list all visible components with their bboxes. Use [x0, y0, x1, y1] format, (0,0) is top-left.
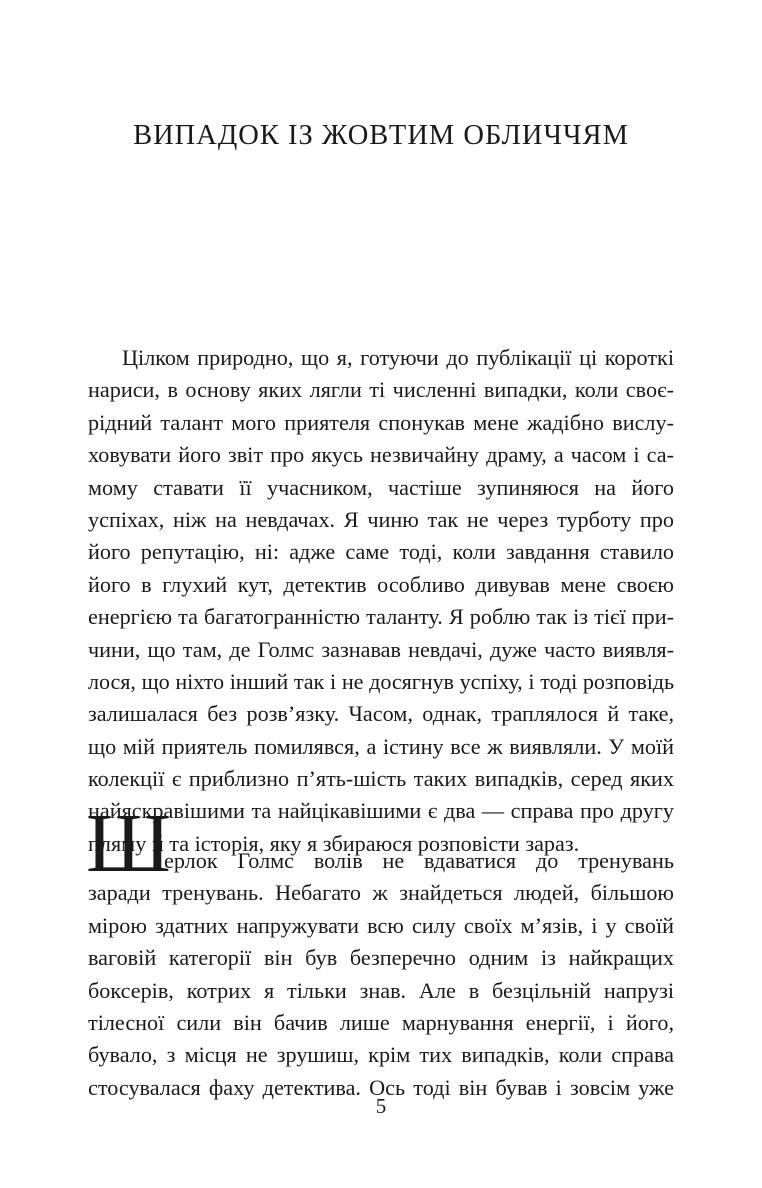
text-line: успіхах, ніж на невдачах. Я чиню так не через турботу про — [88, 506, 674, 532]
text-line: тілесної сили він бачив лише марнування енергії, і його, — [88, 1009, 674, 1035]
text-line: мірою здатних напружувати всю силу своїх м’язів, і у своїй — [88, 912, 674, 938]
text-line: пляму й та історія, яку я збираюся розповісти зараз. — [88, 830, 580, 856]
text-line: рідний талант мого приятеля спонукав мене жадібно вислу- — [88, 409, 674, 435]
text-line: ваговій категорії він був безперечно одним із найкращих — [88, 945, 674, 971]
drop-cap: Ш — [86, 797, 171, 890]
text-line: його репутацію, ні: адже саме тоді, коли завдання ставило — [88, 539, 674, 565]
text-line: бувало, з місця не зрушиш, крім тих випадків, коли справа — [88, 1042, 674, 1068]
paragraph-holmes — [88, 845, 674, 1104]
text-line: лося, що ніхто інший так і не досягнув успіху, і тоді розповідь — [88, 668, 674, 694]
text-line: його в глухий кут, детектив особливо дивував мене своєю — [88, 571, 674, 597]
text-line: мому ставати її учасником, частіше зупиняюся на його — [88, 474, 674, 500]
page-number: 5 — [375, 1094, 387, 1118]
text-line: найяскравішими та найцікавішими є два — справа про другу — [88, 798, 674, 824]
text-line: ерлок Голмс волів не вдаватися до тренувань — [164, 848, 674, 873]
text-line: заради тренувань. Небагато ж знайдеться людей, більшою — [88, 880, 674, 906]
text-line: нариси, в основу яких лягли ті численні випадки, коли своє- — [88, 377, 674, 403]
text-line: стосувалася фаху детектива. Ось тоді він бував і зовсім уже — [88, 1074, 674, 1100]
text-line: залишалася без розв’язку. Часом, однак, траплялося й таке, — [88, 701, 674, 727]
chapter-title: ВИПАДОК ІЗ ЖОВТИМ ОБЛИЧЧЯМ — [133, 120, 629, 151]
text-line: колекції є приблизно п’ять-шість таких випадків, серед яких — [88, 766, 674, 792]
text-line: ховувати його звіт про якусь незвичайну драму, а часом і са- — [88, 442, 674, 468]
text-line: боксерів, котрих я тільки знав. Але в безцільній напрузі — [88, 977, 674, 1003]
text-line: енергією та багатогранністю таланту. Я роблю так із тієї при- — [88, 604, 674, 630]
text-line: чини, що там, де Голмс зазнавав невдачі, дуже часто виявля- — [88, 636, 674, 662]
text-line: що мій приятель помилявся, а істину все ж виявляли. У моїй — [88, 733, 674, 759]
text-line: Цілком природно, що я, готуючи до публікації ці короткі — [122, 345, 674, 370]
paragraph-intro — [88, 342, 674, 860]
